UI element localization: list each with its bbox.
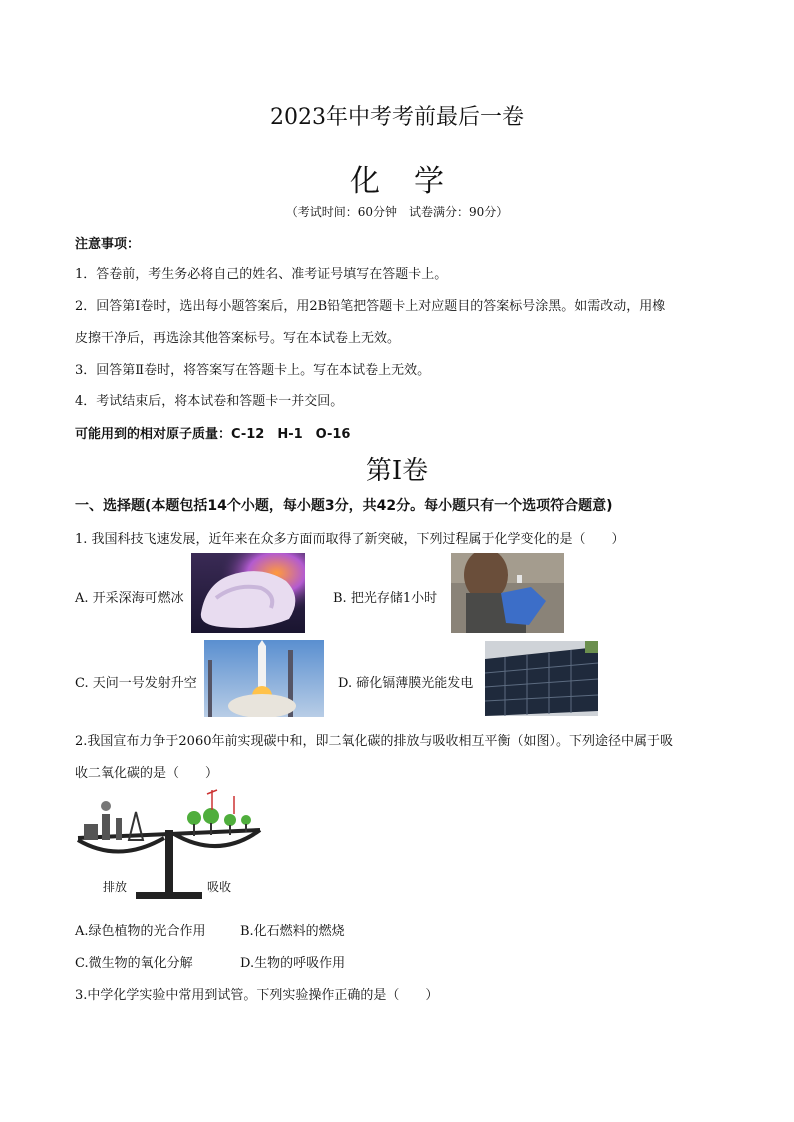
figure-label-absorption: 吸收 (207, 880, 232, 894)
notice-item-1: 1．答卷前，考生务必将自己的姓名、准考证号填写在答题卡上。 (75, 267, 448, 282)
rocket-launch-photo (204, 640, 324, 717)
subject-title: 化学 (350, 164, 478, 199)
q2-option-a: A.绿色植物的光合作用 (75, 924, 206, 939)
part-heading: 一、选择题(本题包括14个小题，每小题3分，共42分。每小题只有一个选项符合题意) (75, 498, 613, 514)
exam-title: 2023年中考考前最后一卷 (270, 105, 524, 130)
notice-item-3: 3．回答第Ⅱ卷时，将答案写在答题卡上。写在本试卷上无效。 (75, 363, 431, 378)
light-storage-photo (451, 553, 564, 633)
question-2-stem-line1: 2.我国宣布力争于2060年前实现碳中和，即二氧化碳的排放与吸收相互平衡（如图）。下列途径中属于吸 (75, 734, 673, 749)
q2-option-d: D.生物的呼吸作用 (240, 956, 346, 971)
q2-option-b: B.化石燃料的燃烧 (240, 924, 345, 939)
figure-label-emission: 排放 (103, 880, 128, 894)
notice-item-2-cont: 皮擦干净后，再选涂其他答案标号。写在本试卷上无效。 (75, 331, 401, 346)
notice-heading: 注意事项： (75, 237, 141, 252)
combustible-ice-photo (191, 553, 305, 633)
exam-info: （考试时间：60分钟 试卷满分：90分） (285, 205, 509, 219)
section-title: 第Ⅰ卷 (365, 456, 429, 486)
notice-item-2: 2．回答第Ⅰ卷时，选出每小题答案后，用2B铅笔把答题卡上对应题目的答案标号涂黑。如需改动，用橡 (75, 299, 666, 314)
atomic-mass-line: 可能用到的相对原子质量：C-12 H-1 O-16 (75, 427, 351, 442)
question-1-stem: 1. 我国科技飞速发展，近年来在众多方面而取得了新突破，下列过程属于化学变化的是（ ） (75, 532, 625, 547)
q1-option-a: A. 开采深海可燃冰 (75, 591, 184, 606)
q1-option-c: C. 天问一号发射升空 (75, 676, 197, 691)
question-2-stem-line2: 收二氧化碳的是（ ） (75, 766, 219, 781)
q2-option-c: C.微生物的氧化分解 (75, 956, 193, 971)
question-3-stem: 3.中学化学实验中常用到试管。下列实验操作正确的是（ ） (75, 988, 439, 1003)
q1-option-d: D. 碲化镉薄膜光能发电 (338, 676, 474, 691)
solar-panel-photo (485, 641, 598, 716)
notice-item-4: 4．考试结束后，将本试卷和答题卡一并交回。 (75, 394, 344, 409)
q1-option-b: B. 把光存储1小时 (333, 591, 438, 606)
